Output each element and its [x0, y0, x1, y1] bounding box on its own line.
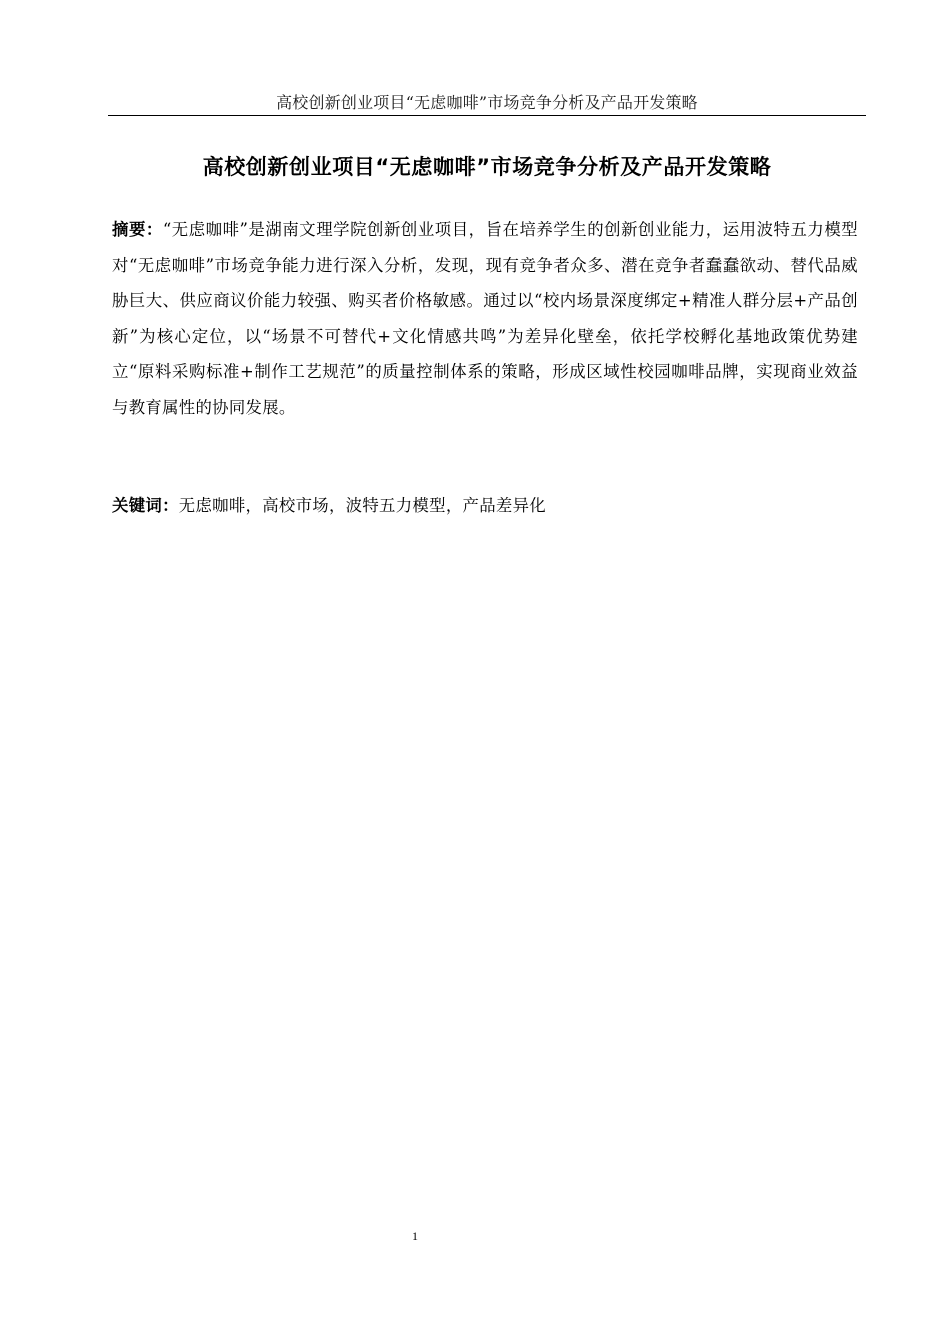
abstract-paragraph	[112, 212, 858, 425]
abstract-label: 摘要：	[112, 220, 163, 239]
running-header: 高校创新创业项目“无虑咖啡”市场竞争分析及产品开发策略	[276, 93, 698, 112]
abstract-text: “无虑咖啡”是湖南文理学院创新创业项目，旨在培养学生的创新创业能力，运用波特五力模型对“无虑咖啡”市场竞争能力进行深入分析，发现，现有竞争者众多、潜在竞争者蠢蠢欲动、替代品威胁巨大、供应商议价能力较强、购买者价格敏感。通过以“校内场景深度绑定+精准人群分层+产品创新”为核心定位，以“场景不可替代+文化情感共鸣”为差异化壁垒，依托学校孵化基地政策优势建立“原料采购标准+制作工艺规范”的质量控制体系的策略，形成区域性校园咖啡品牌，实现商业效益与教育属性的协同发展。	[112, 220, 859, 417]
document-title: 高校创新创业项目“无虑咖啡”市场竞争分析及产品开发策略	[202, 155, 772, 179]
header-divider	[108, 115, 866, 116]
keywords-paragraph	[112, 488, 858, 523]
page-number: 1	[412, 1229, 418, 1243]
keywords-label: 关键词：	[112, 496, 179, 515]
keywords-text: 无虑咖啡，高校市场，波特五力模型，产品差异化	[178, 496, 546, 515]
